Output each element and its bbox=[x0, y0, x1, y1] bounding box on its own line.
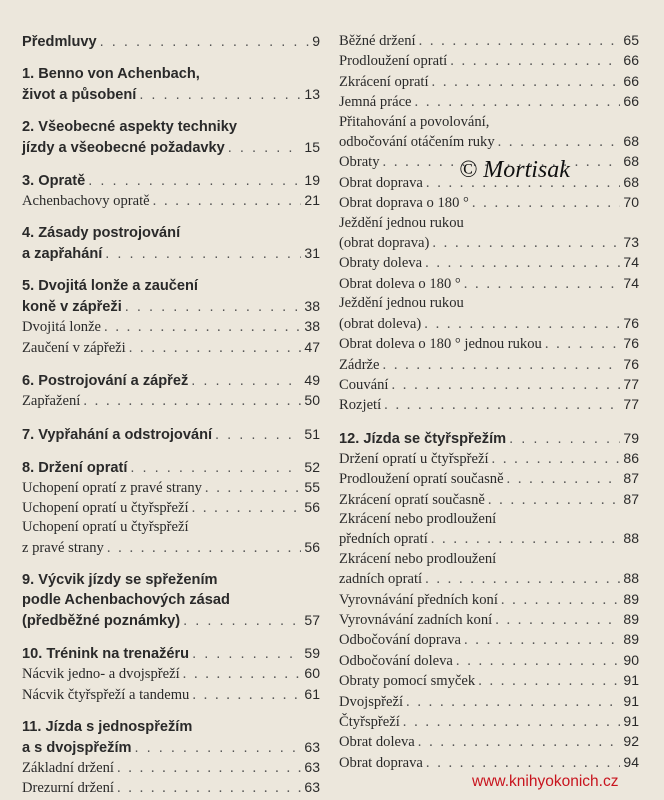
toc-page-number: 79 bbox=[623, 429, 639, 446]
toc-subentry bbox=[339, 449, 639, 469]
toc-page-number: 47 bbox=[304, 338, 320, 355]
toc-chapter-entry bbox=[22, 170, 320, 191]
toc-entry-line bbox=[339, 193, 639, 213]
toc-page-number: 86 bbox=[623, 449, 639, 466]
toc-entry-title: Obrat doleva o 180 ° jednou rukou bbox=[339, 336, 542, 353]
toc-page-number: 74 bbox=[623, 254, 639, 271]
toc-subentry bbox=[339, 732, 639, 752]
toc-chapter-entry bbox=[22, 424, 320, 445]
toc-page-number: 63 bbox=[304, 759, 320, 776]
toc-subentry bbox=[339, 51, 639, 71]
toc-entry-line bbox=[339, 510, 639, 529]
toc-entry-line bbox=[22, 424, 320, 445]
dot-leader bbox=[418, 733, 621, 752]
toc-entry-line bbox=[339, 92, 639, 112]
toc-entry-line bbox=[339, 692, 639, 712]
toc-chapter-entry bbox=[22, 64, 320, 105]
toc-subentry bbox=[339, 671, 639, 691]
toc-page-number: 31 bbox=[304, 245, 320, 262]
toc-page-number: 68 bbox=[623, 173, 639, 190]
toc-entry-line bbox=[339, 610, 639, 630]
toc-entry-line bbox=[22, 518, 320, 537]
toc-entry-line bbox=[339, 375, 639, 395]
dot-leader bbox=[492, 450, 621, 469]
toc-page-number: 89 bbox=[623, 631, 639, 648]
toc-entry-line bbox=[339, 132, 639, 152]
toc-page-number: 38 bbox=[304, 298, 320, 315]
toc-page-number: 15 bbox=[304, 139, 320, 155]
toc-page-number: 66 bbox=[623, 52, 639, 69]
toc-chapter-entry bbox=[22, 457, 320, 478]
toc-entry-title: 6. Postrojování a zápřež bbox=[22, 373, 189, 390]
toc-entry-line bbox=[339, 449, 639, 469]
toc-entry-line bbox=[339, 113, 639, 132]
toc-entry-line bbox=[339, 314, 639, 334]
dot-leader bbox=[431, 530, 621, 549]
toc-subentry bbox=[339, 214, 639, 254]
toc-subentry bbox=[22, 191, 320, 211]
toc-subentry bbox=[339, 651, 639, 671]
toc-entry-line bbox=[22, 570, 320, 590]
toc-subentry bbox=[22, 778, 320, 798]
toc-entry-line bbox=[339, 651, 639, 671]
toc-entry-line bbox=[339, 294, 639, 313]
toc-entry-title: Vyrovnávání zadních koní bbox=[339, 611, 493, 628]
toc-entry-line bbox=[22, 296, 320, 317]
toc-entry-title: Odbočování doleva bbox=[339, 652, 453, 669]
toc-subentry bbox=[22, 664, 320, 684]
toc-chapter-entry bbox=[22, 31, 320, 52]
toc-entry-title: Odbočování doprava bbox=[339, 632, 461, 649]
dot-leader bbox=[129, 339, 302, 358]
dot-leader bbox=[464, 275, 621, 294]
dot-leader bbox=[384, 396, 620, 415]
toc-entry-title: 12. Jízda se čtyřspřežím bbox=[339, 430, 507, 447]
toc-entry-title: Uchopení opratí z pravé strany bbox=[22, 479, 202, 496]
toc-page-number: 73 bbox=[623, 234, 639, 251]
toc-entry-title: Obrat doprava o 180 ° bbox=[339, 195, 469, 212]
toc-subentry bbox=[339, 610, 639, 630]
toc-page-number: 9 bbox=[312, 33, 320, 49]
toc-entry-line bbox=[339, 233, 639, 253]
toc-entry-title: Běžné držení bbox=[339, 33, 416, 49]
toc-subentry bbox=[339, 334, 639, 354]
dot-leader bbox=[425, 254, 620, 273]
toc-page-number: 91 bbox=[623, 672, 639, 689]
dot-leader bbox=[472, 194, 621, 213]
toc-page-number: 50 bbox=[304, 392, 320, 409]
toc-page-number: 68 bbox=[623, 153, 639, 170]
dot-leader bbox=[464, 631, 620, 650]
toc-page-number: 92 bbox=[623, 733, 639, 750]
toc-page-number: 88 bbox=[623, 570, 639, 587]
toc-entry-title: Obraty pomocí smyček bbox=[339, 673, 476, 690]
toc-entry-line bbox=[22, 758, 320, 778]
toc-entry-title: 3. Opratě bbox=[22, 173, 86, 189]
dot-leader bbox=[104, 318, 301, 337]
dot-leader bbox=[139, 85, 301, 105]
toc-subentry bbox=[339, 692, 639, 712]
toc-entry-title: Nácvik čtyřspřeží a tandemu bbox=[22, 686, 190, 703]
toc-entry-title: Držení opratí u čtyřspřeží bbox=[339, 450, 489, 467]
toc-entry-line bbox=[339, 355, 639, 375]
toc-entry-line bbox=[22, 664, 320, 684]
toc-entry-title: 1. Benno von Achenbach, bbox=[22, 66, 200, 82]
dot-leader bbox=[192, 686, 301, 705]
toc-left-column bbox=[22, 31, 320, 799]
toc-subentry bbox=[339, 92, 639, 112]
toc-entry-title: Předmluvy bbox=[22, 34, 97, 50]
toc-page-number: 68 bbox=[623, 133, 639, 150]
toc-page-number: 63 bbox=[304, 739, 320, 756]
toc-page-number: 65 bbox=[623, 32, 639, 48]
toc-page-number: 55 bbox=[304, 478, 320, 495]
dot-leader bbox=[130, 458, 301, 478]
toc-subentry bbox=[339, 712, 639, 732]
toc-entry-title: život a působení bbox=[22, 87, 137, 103]
dot-leader bbox=[183, 665, 302, 684]
toc-entry-title: 7. Vypřahání a odstrojování bbox=[22, 426, 213, 443]
toc-entry-line bbox=[339, 72, 639, 92]
toc-entry-title: 11. Jízda s jednospřežím bbox=[22, 719, 193, 736]
toc-entry-line bbox=[22, 137, 320, 158]
dot-leader bbox=[205, 479, 302, 498]
toc-subentry bbox=[22, 685, 320, 705]
dot-leader bbox=[509, 429, 620, 449]
dot-leader bbox=[107, 539, 302, 558]
toc-entry-title: Drezurní držení bbox=[22, 780, 114, 797]
toc-page-number: 66 bbox=[623, 93, 639, 110]
dot-leader bbox=[191, 371, 301, 391]
toc-entry-title: Zádrže bbox=[339, 356, 380, 373]
toc-entry-line bbox=[339, 51, 639, 71]
toc-page-number: 90 bbox=[623, 651, 639, 668]
toc-entry-title: (obrat doleva) bbox=[339, 315, 422, 332]
dot-leader bbox=[456, 652, 621, 671]
toc-subentry bbox=[339, 253, 639, 273]
dot-leader bbox=[406, 693, 620, 712]
dot-leader bbox=[125, 297, 302, 317]
toc-page-number: 51 bbox=[304, 425, 320, 442]
toc-entry-line bbox=[22, 737, 320, 758]
toc-entry-line bbox=[339, 490, 639, 510]
toc-entry-title: Zapřažení bbox=[22, 393, 81, 410]
toc-entry-line bbox=[339, 395, 639, 415]
toc-subentry bbox=[22, 391, 320, 411]
dot-leader bbox=[424, 315, 620, 334]
dot-leader bbox=[105, 244, 301, 264]
toc-entry-title: Obrat doprava bbox=[339, 754, 423, 771]
toc-entry-title: 8. Držení opratí bbox=[22, 459, 128, 476]
toc-entry-title: Obrat doleva bbox=[339, 734, 415, 751]
toc-chapter-entry bbox=[22, 117, 320, 158]
toc-entry-title: (předběžné poznámky) bbox=[22, 613, 181, 630]
dot-leader bbox=[432, 73, 621, 92]
toc-entry-line bbox=[339, 529, 639, 549]
toc-entry-line bbox=[22, 391, 320, 411]
toc-entry-line bbox=[22, 717, 320, 737]
dot-leader bbox=[192, 499, 302, 518]
dot-leader bbox=[545, 335, 621, 354]
toc-page-number: 88 bbox=[623, 530, 639, 547]
toc-entry-line bbox=[22, 478, 320, 498]
toc-subentry bbox=[339, 375, 639, 395]
toc-page-number: 52 bbox=[304, 458, 320, 475]
toc-entry-title: Obrat doprava bbox=[339, 174, 423, 191]
toc-page-number: 66 bbox=[623, 72, 639, 89]
toc-entry-line bbox=[339, 214, 639, 233]
toc-entry-line bbox=[22, 778, 320, 798]
toc-page-number: 77 bbox=[623, 375, 639, 392]
toc-subentry bbox=[339, 72, 639, 92]
toc-page-number: 56 bbox=[304, 499, 320, 516]
toc-entry-title: Uchopení opratí u čtyřspřeží bbox=[22, 500, 189, 517]
toc-entry-line bbox=[339, 31, 639, 51]
dot-leader bbox=[403, 713, 621, 732]
toc-entry-line bbox=[22, 191, 320, 211]
dot-leader bbox=[83, 392, 301, 411]
toc-entry-line bbox=[339, 569, 639, 589]
toc-entry-line bbox=[22, 31, 320, 52]
toc-subentry bbox=[339, 550, 639, 590]
toc-entry-line bbox=[22, 338, 320, 358]
toc-entry-title: a s dvojspřežím bbox=[22, 740, 132, 757]
toc-entry-title: jízdy a všeobecné požadavky bbox=[22, 140, 225, 156]
copyright-watermark: © Mortisak bbox=[459, 157, 570, 183]
toc-entry-line bbox=[339, 428, 639, 449]
toc-page-number: 74 bbox=[623, 274, 639, 291]
toc-entry-title: Achenbachovy opratě bbox=[22, 193, 150, 209]
toc-entry-title: 2. Všeobecné aspekty techniky bbox=[22, 119, 237, 135]
toc-subentry bbox=[339, 355, 639, 375]
toc-page-number: 76 bbox=[623, 314, 639, 331]
dot-leader bbox=[117, 759, 301, 778]
toc-entry-title: Nácvik jedno- a dvojspřeží bbox=[22, 666, 180, 683]
toc-entry-title: Ježdění jednou rukou bbox=[339, 214, 464, 231]
toc-entry-line bbox=[22, 610, 320, 631]
toc-entry-title: Prodloužení opratí současně bbox=[339, 471, 504, 488]
dot-leader bbox=[501, 591, 621, 610]
toc-entry-title: Vyrovnávání předních koní bbox=[339, 591, 498, 608]
toc-subentry bbox=[22, 498, 320, 518]
toc-subentry bbox=[22, 518, 320, 558]
toc-entry-title: předních opratí bbox=[339, 531, 428, 548]
toc-entry-title: Zaučení v zápřeži bbox=[22, 339, 126, 356]
toc-entry-title: Ježdění jednou rukou bbox=[339, 295, 464, 312]
toc-page-number: 76 bbox=[623, 335, 639, 352]
toc-chapter-entry bbox=[339, 428, 639, 449]
toc-page-number: 60 bbox=[304, 665, 320, 682]
toc-subentry bbox=[339, 510, 639, 550]
dot-leader bbox=[88, 171, 301, 191]
toc-subentry bbox=[22, 758, 320, 778]
toc-entry-title: Základní držení bbox=[22, 760, 114, 777]
toc-chapter-entry bbox=[22, 370, 320, 391]
toc-entry-line bbox=[22, 590, 320, 610]
dot-leader bbox=[391, 376, 620, 395]
toc-subentry bbox=[339, 113, 639, 153]
toc-entry-title: 4. Zásady postrojování bbox=[22, 225, 181, 242]
toc-page-number: 13 bbox=[304, 86, 320, 102]
toc-entry-line bbox=[339, 732, 639, 752]
toc-entry-line bbox=[339, 550, 639, 569]
toc-entry-title: Dvojspřeží bbox=[339, 693, 404, 710]
toc-subentry bbox=[339, 274, 639, 294]
toc-entry-line bbox=[339, 753, 639, 773]
toc-subentry bbox=[22, 338, 320, 358]
toc-page-number: 87 bbox=[623, 470, 639, 487]
website-link[interactable]: www.knihyokonich.cz bbox=[472, 773, 619, 790]
dot-leader bbox=[192, 644, 301, 664]
toc-entry-title: zadních opratí bbox=[339, 571, 423, 588]
toc-page-number: 87 bbox=[623, 490, 639, 507]
dot-leader bbox=[117, 779, 301, 798]
toc-entry-title: Přitahování a povolování, bbox=[339, 113, 490, 130]
toc-subentry bbox=[339, 193, 639, 213]
toc-entry-title: 9. Výcvik jízdy se spřežením bbox=[22, 572, 218, 589]
toc-subentry bbox=[22, 478, 320, 498]
toc-entry-line bbox=[339, 274, 639, 294]
toc-subentry bbox=[339, 590, 639, 610]
toc-page-number: 89 bbox=[623, 590, 639, 607]
dot-leader bbox=[100, 32, 310, 52]
toc-page-number: 49 bbox=[304, 372, 320, 389]
toc-page-number: 77 bbox=[623, 396, 639, 413]
toc-entry-line bbox=[22, 170, 320, 191]
toc-page-number: 94 bbox=[623, 753, 639, 770]
toc-page-number: 19 bbox=[304, 172, 320, 188]
toc-page-number: 59 bbox=[304, 645, 320, 662]
toc-page-number: 63 bbox=[304, 779, 320, 796]
toc-entry-title: Jemná práce bbox=[339, 94, 412, 111]
toc-page-number: 38 bbox=[304, 318, 320, 335]
toc-entry-line bbox=[22, 317, 320, 337]
toc-entry-line bbox=[22, 685, 320, 705]
toc-subentry bbox=[339, 395, 639, 415]
toc-entry-title: Zkrácení opratí současně bbox=[339, 491, 485, 508]
toc-page-number: 76 bbox=[623, 355, 639, 372]
toc-entry-line bbox=[339, 590, 639, 610]
dot-leader bbox=[183, 611, 301, 631]
toc-chapter-entry bbox=[22, 570, 320, 631]
toc-entry-title: (obrat doprava) bbox=[339, 235, 430, 252]
dot-leader bbox=[153, 192, 302, 211]
dot-leader bbox=[425, 570, 620, 589]
toc-page-number: 91 bbox=[623, 713, 639, 729]
toc-entry-title: 5. Dvojitá lonže a zaučení bbox=[22, 278, 198, 295]
toc-page-number: 56 bbox=[304, 538, 320, 555]
toc-entry-title: Zkrácení opratí bbox=[339, 73, 429, 90]
dot-leader bbox=[432, 234, 620, 253]
toc-subentry bbox=[339, 490, 639, 510]
toc-entry-line bbox=[22, 457, 320, 478]
toc-entry-title: koně v zápřeži bbox=[22, 299, 122, 316]
toc-subentry bbox=[339, 753, 639, 773]
toc-entry-title: a zapřahání bbox=[22, 246, 103, 263]
toc-entry-line bbox=[339, 712, 639, 732]
toc-entry-line bbox=[22, 117, 320, 137]
toc-entry-title: Dvojitá lonže bbox=[22, 319, 102, 336]
toc-entry-title: Prodloužení opratí bbox=[339, 53, 448, 70]
dot-leader bbox=[488, 491, 621, 510]
toc-entry-line bbox=[339, 253, 639, 273]
toc-chapter-entry bbox=[22, 643, 320, 664]
dot-leader bbox=[135, 738, 302, 758]
toc-entry-line bbox=[22, 538, 320, 558]
dot-leader bbox=[215, 425, 301, 445]
dot-leader bbox=[450, 52, 620, 71]
toc-entry-title: podle Achenbachových zásad bbox=[22, 592, 230, 609]
toc-entry-title: Zkrácení nebo prodloužení bbox=[339, 550, 497, 567]
dot-leader bbox=[507, 470, 621, 489]
toc-page-number: 70 bbox=[623, 194, 639, 211]
toc-entry-title: Rozjetí bbox=[339, 397, 382, 414]
toc-entry-title: Obrat doleva o 180 ° bbox=[339, 275, 461, 292]
dot-leader bbox=[228, 138, 302, 158]
toc-entry-title: Couvání bbox=[339, 376, 389, 393]
toc-chapter-entry bbox=[22, 717, 320, 758]
toc-entry-title: Obraty doleva bbox=[339, 255, 423, 272]
toc-entry-title: z pravé strany bbox=[22, 539, 104, 556]
toc-chapter-entry bbox=[22, 223, 320, 264]
toc-subentry bbox=[339, 630, 639, 650]
toc-chapter-entry bbox=[22, 276, 320, 317]
toc-entry-line bbox=[22, 276, 320, 296]
toc-entry-line bbox=[22, 64, 320, 84]
toc-subentry bbox=[339, 294, 639, 334]
toc-entry-title: Uchopení opratí u čtyřspřeží bbox=[22, 519, 189, 536]
toc-subentry bbox=[339, 469, 639, 489]
toc-entry-line bbox=[339, 334, 639, 354]
toc-entry-title: Zkrácení nebo prodloužení bbox=[339, 510, 497, 527]
toc-entry-line bbox=[22, 243, 320, 264]
toc-entry-line bbox=[22, 643, 320, 664]
toc-page-number: 91 bbox=[623, 692, 639, 709]
toc-entry-line bbox=[339, 671, 639, 691]
toc-entry-line bbox=[22, 223, 320, 243]
dot-leader bbox=[426, 754, 621, 773]
dot-leader bbox=[478, 672, 620, 691]
toc-page-number: 21 bbox=[304, 192, 320, 208]
toc-entry-line bbox=[339, 630, 639, 650]
toc-subentry bbox=[339, 31, 639, 51]
toc-entry-title: Čtyřspřeží bbox=[339, 714, 400, 730]
toc-right-column bbox=[339, 31, 639, 773]
dot-leader bbox=[419, 32, 621, 51]
dot-leader bbox=[498, 133, 621, 152]
toc-entry-line bbox=[22, 498, 320, 518]
dot-leader bbox=[415, 93, 621, 112]
toc-page-number: 57 bbox=[304, 612, 320, 629]
toc-entry-line bbox=[22, 370, 320, 391]
toc-entry-title: odbočování otáčením ruky bbox=[339, 134, 495, 151]
toc-page-number: 61 bbox=[304, 685, 320, 702]
toc-subentry bbox=[22, 317, 320, 337]
toc-entry-title: 10. Trénink na trenažéru bbox=[22, 646, 190, 663]
dot-leader bbox=[495, 611, 620, 630]
toc-entry-line bbox=[339, 469, 639, 489]
toc-entry-line bbox=[22, 84, 320, 105]
toc-page-number: 89 bbox=[623, 610, 639, 627]
dot-leader bbox=[383, 356, 621, 375]
toc-entry-title: Obraty bbox=[339, 154, 380, 171]
